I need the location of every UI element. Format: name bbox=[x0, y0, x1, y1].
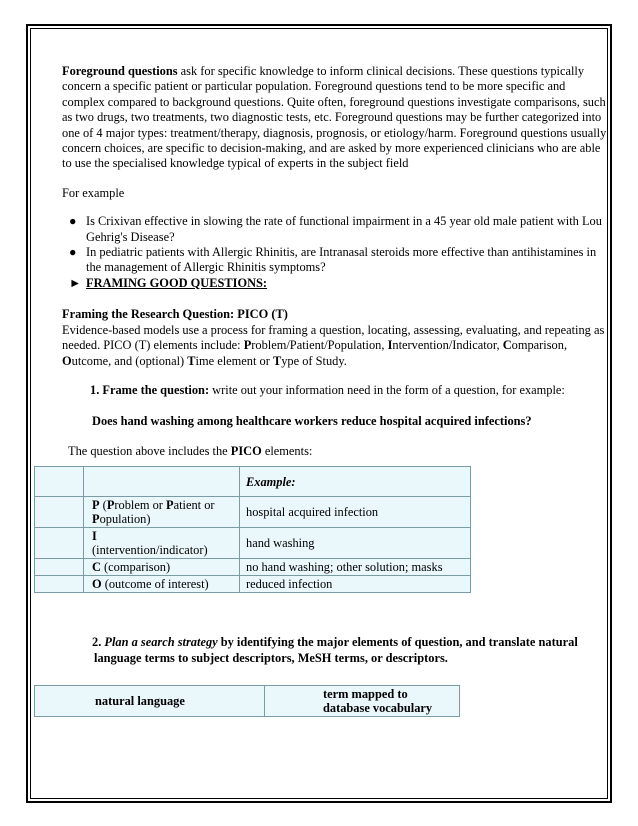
db-vocab-column-header: term mapped to database vocabulary bbox=[265, 686, 460, 717]
pico-value-p: hospital acquired infection bbox=[240, 497, 471, 528]
includes-text: The question above includes the PICO elements: bbox=[68, 443, 313, 458]
step-1-label: 1. Frame the question: bbox=[90, 382, 210, 397]
bullet-icon: ● bbox=[69, 245, 77, 260]
table-row bbox=[35, 686, 460, 717]
pico-term-c: C (comparison) bbox=[84, 559, 240, 576]
pico-table bbox=[34, 466, 471, 593]
intro-lead: Foreground questions bbox=[62, 64, 178, 78]
table-row bbox=[35, 576, 471, 593]
table-row bbox=[35, 497, 471, 528]
list-item bbox=[62, 245, 608, 276]
pico-heading: Framing the Research Question: PICO (T) bbox=[62, 307, 288, 322]
example-text-2: In pediatric patients with Allergic Rhinitis, are Intranasal steroids more effective than antihistamines in the management of Allergic Rhinitis symptoms? bbox=[86, 245, 597, 275]
example-text-1: Is Crixivan effective in slowing the rate of functional impairment in a 45 year old male patient with Lou Gehrig's Disease? bbox=[86, 214, 602, 244]
pico-term-p: P (Problem or Patient or Population) bbox=[84, 497, 240, 528]
step-1-text: write out your information need in the form of a question, for example: bbox=[209, 382, 565, 397]
arrow-bullet-icon: ► bbox=[69, 275, 82, 290]
document-body bbox=[62, 64, 608, 459]
bullet-icon: ● bbox=[69, 214, 77, 229]
step-2: 2. Plan a search strategy by identifying the major elements of question, and translate natural language terms to subject descriptors, MeSH terms, or descriptors. bbox=[92, 635, 578, 665]
natural-language-table bbox=[34, 685, 460, 717]
table-row bbox=[35, 467, 471, 497]
step-2-text: by identifying the major elements of question, and translate natural language terms to subject descriptors, MeSH terms, or descriptors. bbox=[94, 635, 578, 665]
pico-term-i: I (intervention/indicator) bbox=[84, 528, 240, 559]
pico-value-c: no hand washing; other solution; masks bbox=[240, 559, 471, 576]
table-row bbox=[35, 528, 471, 559]
list-item bbox=[62, 276, 608, 291]
framing-heading: FRAMING GOOD QUESTIONS: bbox=[86, 275, 268, 290]
intro-text: ask for specific knowledge to inform clinical decisions. These questions typically concern a specific patient or particular population. Foreground questions tend to be more specific and complex compared to background questions. Quite often, foreground questions investigate comparisons, such as two drugs, two treatments, two diagnostic tests, etc. Foreground questions may be further categorized into one of 4 major types: treatment/therapy, diagnosis, prognosis, or etiology/harm. Foreground questions usually concern choices, are specific to decision-making, and are asked by more experienced clinicians who are able to use the specialised knowledge typical of experts in the subject field bbox=[62, 64, 607, 171]
example-list bbox=[62, 214, 608, 291]
pico-paragraph: Evidence-based models use a process for framing a question, locating, assessing, evaluating, and repeating as needed. PICO (T) elements include: Problem/Patient/Population, Intervention/Indicator, Comparison, Outcome, and (optional) Time element or Type of Study. bbox=[62, 322, 605, 368]
pico-value-o: reduced infection bbox=[240, 576, 471, 593]
example-label: For example bbox=[62, 185, 125, 200]
nl-column-header: natural language bbox=[35, 686, 265, 717]
step-1 bbox=[62, 383, 608, 398]
pico-value-i: hand washing bbox=[240, 528, 471, 559]
table-row bbox=[35, 559, 471, 576]
table-header-example: Example: bbox=[240, 467, 471, 497]
example-question: Does hand washing among healthcare workers reduce hospital acquired infections? bbox=[92, 414, 532, 429]
list-item bbox=[62, 214, 608, 245]
pico-term-o: O (outcome of interest) bbox=[84, 576, 240, 593]
intro-paragraph bbox=[62, 64, 608, 172]
step-2-label: Plan a search strategy bbox=[104, 635, 218, 649]
